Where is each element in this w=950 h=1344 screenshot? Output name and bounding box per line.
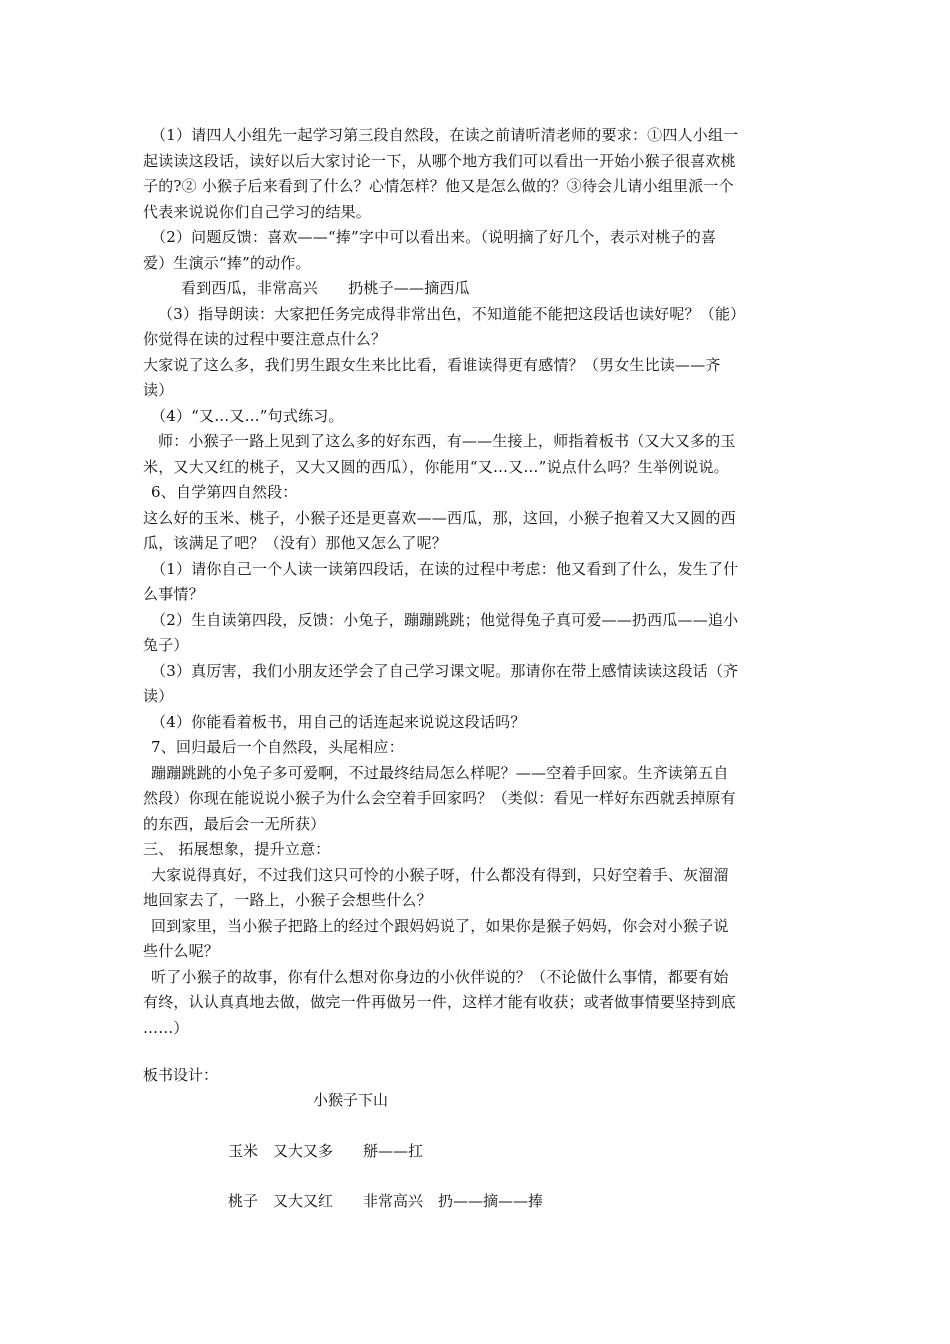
paragraph-line: （4）你能看着板书，用自己的话连起来说说这段话吗？ [151, 712, 526, 731]
paragraph-line: （3）指导朗读：大家把任务完成得非常出色，不知道能不能把这段话也读好呢？（能） [158, 304, 746, 323]
paragraph-line: 回到家里，当小猴子把路上的经过个跟妈妈说了，如果你是猴子妈妈，你会对小猴子说 [151, 916, 729, 935]
paragraph-line: （1）请四人小组先一起学习第三段自然段，在读之前请听清老师的要求：①四人小组一 [151, 126, 739, 144]
paragraph-line: 大家说了这么多，我们男生跟女生来比比看，看谁读得更有感情？（男女生比读——齐 [143, 355, 721, 374]
spacer [143, 1113, 811, 1139]
paragraph-line: 兔子） [143, 636, 189, 654]
paragraph-line: 地回家去了，一路上，小猴子会想些什么？ [143, 891, 432, 909]
paragraph-line: 么事情？ [143, 585, 204, 603]
paragraph-line: 蹦蹦跳跳的小兔子多可爱啊，不过最终结局怎么样呢？——空着手回家。生齐读第五自 [151, 763, 729, 782]
paragraph-line: （2）问题反馈：喜欢——“捧”字中可以看出来。（说明摘了好几个，表示对桃子的喜 [151, 228, 717, 246]
board-row-peach: 桃子 又大又红 非常高兴 扔——摘——捧 [228, 1192, 544, 1210]
paragraph-line: 爱）生演示“捧”的动作。 [143, 253, 311, 272]
paragraph-line: 这么好的玉米、桃子，小猴子还是更喜欢——西瓜，那，这回，小猴子抱着又大又圆的西 [143, 508, 736, 527]
paragraph-line: 大家说得真好，不过我们这只可怜的小猴子呀，什么都没有得到，只好空着手、灰溜溜 [151, 865, 729, 884]
board-row-corn: 玉米 又大又多 掰——扛 [228, 1141, 424, 1160]
spacer [143, 1164, 811, 1190]
paragraph-line: ……） [143, 1018, 189, 1037]
paragraph-line: 代表来说说你们自己学习的结果。 [143, 202, 372, 221]
paragraph-line: 些什么呢？ [143, 942, 220, 960]
paragraph-line: 然段）你现在能说说小猴子为什么会空着手回家吗？（类似：看见一样好东西就丢掉原有 [143, 789, 736, 807]
paragraph-line: 子的?② 小猴子后来看到了什么？心情怎样？他又是怎么做的？③待会儿请小组里派一个 [143, 177, 734, 195]
paragraph-line: （1）请你自己一个人读一读第四段话，在读的过程中考虑：他又看到了什么，发生了什 [151, 559, 739, 578]
board-title: 小猴子下山 [313, 1091, 389, 1109]
paragraph-line: 读） [143, 381, 174, 399]
paragraph-line: 瓜，该满足了吧？（没有）那他又怎么了呢？ [143, 534, 448, 552]
paragraph-line: 7、回归最后一个自然段，头尾相应： [151, 738, 404, 756]
paragraph-line: 你觉得在读的过程中要注意点什么？ [143, 330, 387, 348]
board-heading: 板书设计： [143, 1066, 219, 1084]
paragraph-line: （3）真厉害，我们小朋友还学会了自己学习课文呢。那请你在带上感情读读这段话（齐 [151, 661, 739, 680]
paragraph-line: 师：小猴子一路上见到了这么多的好东西，有——生接上，师指着板书（又大又多的玉 [158, 432, 736, 450]
paragraph-line: 6、自学第四自然段： [151, 483, 298, 501]
paragraph-line: 有终，认认真真地去做，做完一件再做另一件，这样才能有收获；或者做事情要坚持到底 [143, 993, 736, 1011]
spacer [143, 1041, 811, 1063]
document-body [143, 123, 811, 1214]
paragraph-line: 起读读这段话，读好以后大家讨论一下，从哪个地方我们可以看出一开始小猴子很喜欢桃 [143, 151, 736, 170]
paragraph-line: 读） [143, 687, 174, 705]
paragraph-line: 米，又大又红的桃子，又大又圆的西瓜），你能用“又…又…”说点什么吗？生举例说说。 [143, 457, 729, 476]
paragraph-line: 听了小猴子的故事，你有什么想对你身边的小伙伴说的？（不论做什么事情，都要有始 [151, 967, 729, 986]
paragraph-line: 的东西，最后会一无所获） [143, 814, 326, 833]
paragraph-line: （4）“又…又…”句式练习。 [151, 406, 344, 425]
section-heading: 三、 拓展想象，提升立意： [143, 840, 331, 858]
paragraph-line: （2）生自读第四段，反馈：小兔子，蹦蹦跳跳；他觉得兔子真可爱——扔西瓜——追小 [151, 610, 739, 629]
paragraph-line: 看到西瓜，非常高兴 扔桃子——摘西瓜 [181, 279, 470, 297]
